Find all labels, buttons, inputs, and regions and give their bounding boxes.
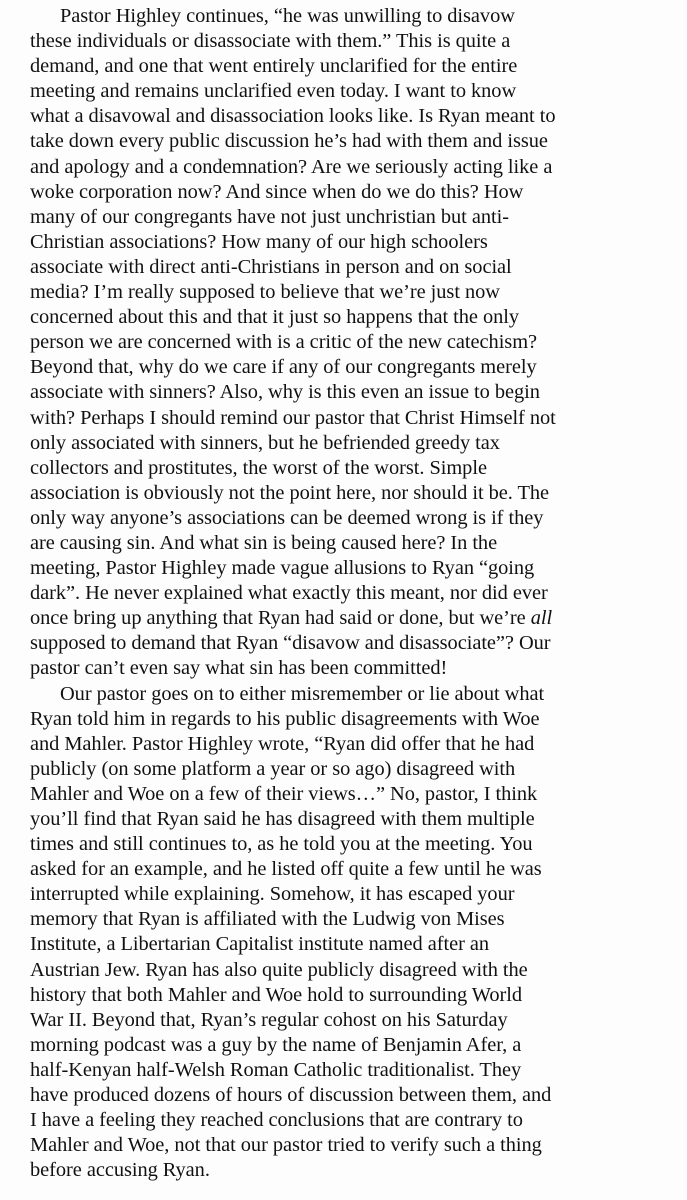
text-line: Beyond that, why do we care if any of our congregants merely bbox=[30, 356, 537, 379]
text-line: dark”. He never explained what exactly this meant, nor did ever bbox=[30, 582, 548, 605]
text-line: many of our congregants have not just unchristian but anti- bbox=[30, 205, 509, 228]
text-line: with? Perhaps I should remind our pastor that Christ Himself not bbox=[30, 406, 556, 429]
text-line: Ryan told him in regards to his public disagreements with Woe bbox=[30, 707, 540, 730]
text-line: times and still continues to, as he told you at the meeting. You bbox=[30, 833, 533, 856]
text-line: Mahler and Woe on a few of their views…” No, pastor, I think bbox=[30, 782, 538, 805]
text-line: Institute, a Libertarian Capitalist institute named after an bbox=[30, 933, 490, 956]
text-line: history that both Mahler and Woe hold to surrounding World bbox=[30, 983, 523, 1006]
text-line: supposed to demand that Ryan “disavow and disassociate”? Our bbox=[30, 632, 551, 655]
text-line: Pastor Highley continues, “he was unwilling to disavow bbox=[60, 5, 515, 27]
text-line: half-Kenyan half-Welsh Roman Catholic traditionalist. They bbox=[30, 1058, 522, 1081]
text-line: take down every public discussion he’s had with them and issue bbox=[30, 130, 548, 153]
text-line: War II. Beyond that, Ryan’s regular cohost on his Saturday bbox=[30, 1008, 508, 1031]
text-line: memory that Ryan is affiliated with the Ludwig von Mises bbox=[30, 908, 505, 931]
text-line: demand, and one that went entirely unclarified for the entire bbox=[30, 55, 518, 78]
text-line: morning podcast was a guy by the name of Benjamin Afer, a bbox=[30, 1033, 522, 1056]
text-line: pastor can’t even say what sin has been committed! bbox=[30, 657, 448, 680]
paragraph-1 bbox=[30, 4, 687, 682]
text-line: I have a feeling they reached conclusions that are contrary to bbox=[30, 1109, 523, 1132]
text-line: and apology and a condemnation? Are we seriously acting like a bbox=[30, 155, 553, 178]
text-line: Austrian Jew. Ryan has also quite publicly disagreed with the bbox=[30, 958, 528, 981]
document-body bbox=[30, 4, 687, 1183]
text-line: associate with direct anti-Christians in person and on social bbox=[30, 255, 512, 278]
text-line: woke corporation now? And since when do we do this? How bbox=[30, 180, 524, 203]
text-line: association is obviously not the point here, nor should it be. The bbox=[30, 481, 550, 504]
text-line: concerned about this and that it just so happens that the only bbox=[30, 306, 520, 329]
text-line: are causing sin. And what sin is being caused here? In the bbox=[30, 531, 498, 554]
paragraph-2 bbox=[30, 682, 687, 1184]
text-line: Mahler and Woe, not that our pastor tried to verify such a thing bbox=[30, 1134, 542, 1157]
text-line: Our pastor goes on to either misremember or lie about what bbox=[60, 682, 545, 705]
text-line: publicly (on some platform a year or so ago) disagreed with bbox=[30, 757, 516, 780]
text-line: what a disavowal and disassociation looks like. Is Ryan meant to bbox=[30, 105, 556, 128]
text-line: only way anyone’s associations can be deemed wrong is if they bbox=[30, 506, 544, 529]
text-line: collectors and prostitutes, the worst of the worst. Simple bbox=[30, 456, 487, 479]
text-line: media? I’m really supposed to believe that we’re just now bbox=[30, 281, 500, 304]
text-line: before accusing Ryan. bbox=[30, 1159, 210, 1182]
text-line: meeting, Pastor Highley made vague allusions to Ryan “going bbox=[30, 557, 535, 580]
text-line: you’ll find that Ryan said he has disagreed with them multiple bbox=[30, 808, 535, 830]
text-line: person we are concerned with is a critic of the new catechism? bbox=[30, 331, 538, 354]
text-line: meeting and remains unclarified even today. I want to know bbox=[30, 80, 517, 103]
emphasized-word: all bbox=[530, 607, 553, 630]
text-line: associate with sinners? Also, why is this even an issue to begin bbox=[30, 381, 540, 404]
text-line: only associated with sinners, but he befriended greedy tax bbox=[30, 431, 500, 454]
text-line: have produced dozens of hours of discussion between them, and bbox=[30, 1084, 552, 1107]
text-line: and Mahler. Pastor Highley wrote, “Ryan did offer that he had bbox=[30, 732, 535, 755]
text-line: Christian associations? How many of our high schoolers bbox=[30, 230, 488, 253]
text-line: interrupted while explaining. Somehow, it has escaped your bbox=[30, 883, 515, 906]
text-line-with-emphasis bbox=[30, 606, 687, 631]
text-line: these individuals or disassociate with them.” This is quite a bbox=[30, 30, 511, 53]
text-line: asked for an example, and he listed off quite a few until he was bbox=[30, 858, 542, 881]
text-segment: once bring up anything that Ryan had said or done, but we’re bbox=[30, 607, 526, 630]
